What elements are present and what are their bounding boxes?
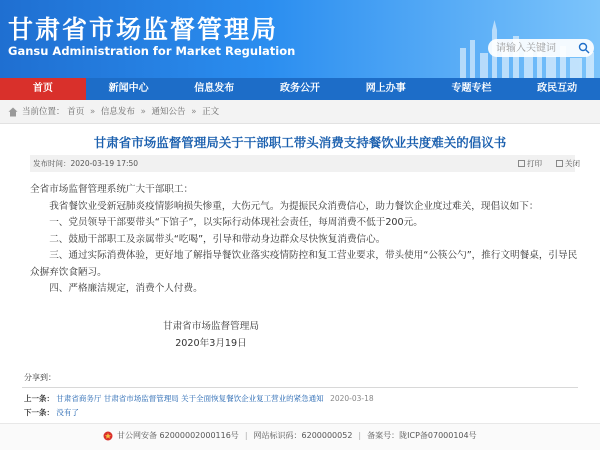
article-title: 甘肃省市场监督管理局关于干部职工带头消费支持餐饮业共度难关的倡议书 [93, 135, 507, 150]
next-article [24, 407, 79, 418]
publish-time: 发布时间：2020-03-19 17:50 [33, 159, 139, 168]
prev-article [24, 393, 374, 404]
nav-item-online-services[interactable]: 网上办事 [365, 83, 406, 94]
article-salutation: 全省市场监督管理系统广大干部职工： [30, 184, 194, 195]
police-badge-icon [103, 431, 113, 441]
close-label: 关闭 [565, 159, 580, 168]
signature-org: 甘肃省市场监督管理局 [163, 321, 259, 332]
footer-sep: | [358, 431, 362, 440]
article-meta-bar [30, 155, 580, 172]
site-footer [0, 423, 600, 450]
breadcrumb [0, 100, 600, 124]
site-header [0, 0, 600, 78]
print-icon [518, 160, 525, 167]
footer-sep: | [244, 431, 248, 440]
main-nav [0, 78, 600, 100]
breadcrumb-home[interactable]: 首页 [67, 107, 85, 117]
next-label: 下一条： [24, 408, 54, 417]
breadcrumb-sep: » [191, 107, 197, 117]
article-point-1: 一、党员领导干部要带头“下馆子”，以实际行动体现社会责任，每周消费不低于200元。 [49, 217, 423, 228]
nav-item-interaction[interactable]: 政民互动 [537, 83, 578, 94]
share-label: 分享到： [24, 373, 56, 382]
article-body [30, 182, 578, 298]
breadcrumb-sep: » [140, 107, 146, 117]
prev-article-link[interactable]: 甘肃省商务厅 甘肃省市场监督管理局 关于全面恢复餐饮企业复工营业的紧急通知 [56, 394, 324, 403]
nav-item-info[interactable]: 信息发布 [194, 83, 235, 94]
print-button[interactable] [518, 155, 542, 172]
breadcrumb-current: 正文 [202, 107, 220, 117]
site-id: 网站标识码：6200000052 [253, 431, 353, 440]
nav-item-news[interactable]: 新闻中心 [108, 83, 149, 94]
nav-item-topics[interactable]: 专题专栏 [451, 83, 492, 94]
close-icon [556, 160, 563, 167]
close-button[interactable] [556, 155, 580, 172]
signature-date: 2020年3月19日 [175, 337, 247, 349]
site-title: 甘肃省市场监督管理局 [8, 15, 279, 44]
breadcrumb-notices[interactable]: 通知公告 [151, 107, 186, 117]
breadcrumb-sep: » [89, 107, 96, 117]
article-point-4: 四、严格廉洁规定，消费个人付费。 [49, 283, 203, 294]
divider [22, 387, 578, 388]
nav-item-home[interactable]: 首页 [0, 78, 86, 100]
home-icon [8, 107, 18, 117]
prev-article-date: 2020-03-18 [330, 394, 374, 403]
breadcrumb-label: 当前位置： [22, 107, 65, 117]
print-label: 打印 [527, 159, 542, 168]
icp-record[interactable]: 备案号：陇ICP备07000104号 [367, 431, 477, 440]
police-record[interactable]: 甘公网安备 62000002000116号 [117, 431, 239, 440]
breadcrumb-info[interactable]: 信息发布 [100, 107, 135, 117]
site-subtitle: Gansu Administration for Market Regulation [8, 44, 296, 58]
article-intro: 我省餐饮业受新冠肺炎疫情影响损失惨重，大伤元气。为提振民众消费信心，助力餐饮企业度过难关，现倡议如下： [49, 200, 539, 212]
article-signature [163, 319, 259, 352]
next-article-link[interactable]: 没有了 [56, 408, 79, 417]
prev-label: 上一条： [24, 394, 54, 403]
article-point-3: 三、通过实际消费体验，更好地了解指导餐饮业落实疫情防控和复工营业要求，带头使用“公筷公勺”，推行文明餐桌，引导民众摒弃饮食陋习。 [30, 250, 578, 278]
nav-item-gov-affairs[interactable]: 政务公开 [280, 83, 321, 94]
article-point-2: 二、鼓励干部职工及亲属带头“吃喝”，引导和带动身边群众尽快恢复消费信心。 [49, 233, 386, 245]
search-icon[interactable] [578, 42, 590, 54]
